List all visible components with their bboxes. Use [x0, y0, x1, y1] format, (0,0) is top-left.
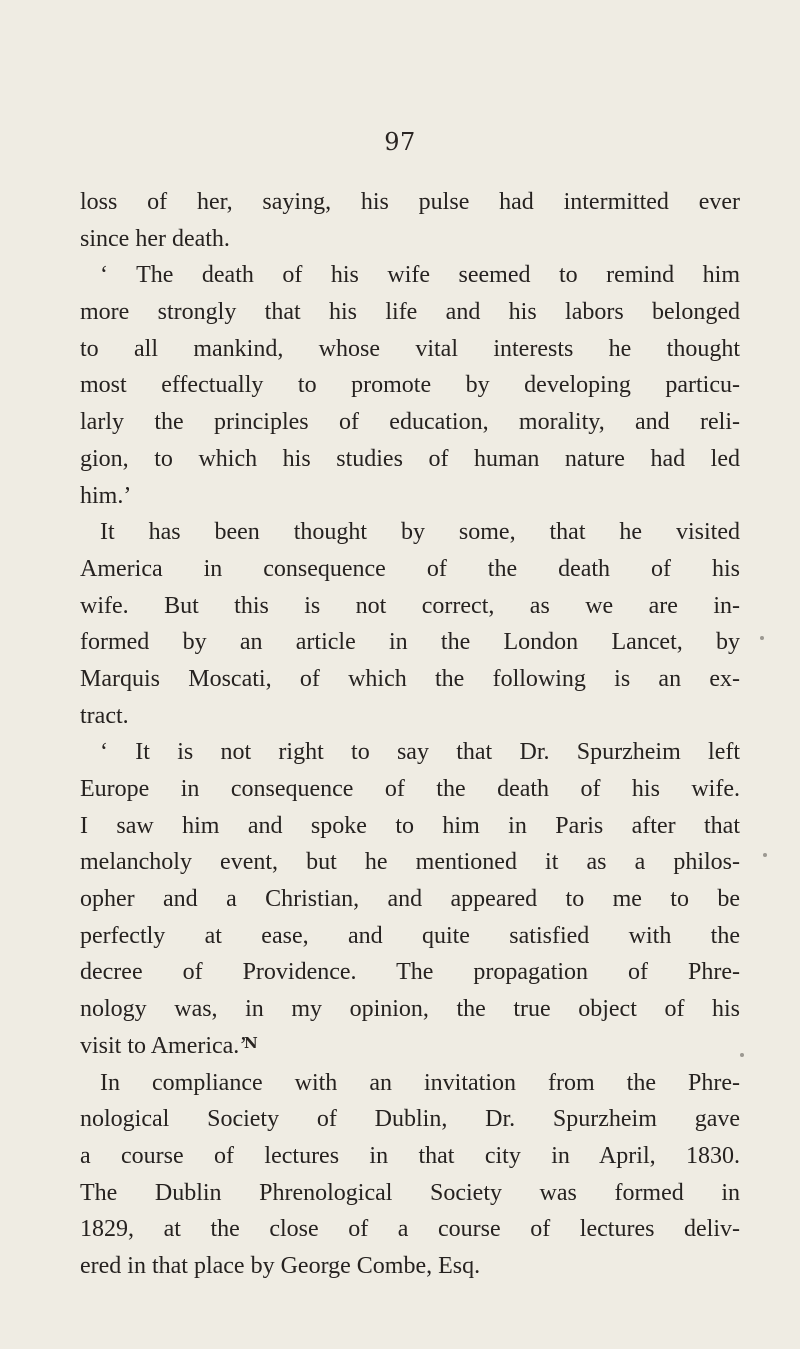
paper-speck [740, 1053, 744, 1057]
paper-speck [760, 636, 764, 640]
text-line: The Dublin Phrenological Society was formed in [80, 1179, 740, 1206]
text-line: most effectually to promote by developing particu- [80, 372, 740, 399]
text-line: visit to America.’ [80, 1032, 248, 1059]
text-line: formed by an article in the London Lancet, by [80, 629, 740, 656]
text-line: It has been thought by some, that he visited [100, 519, 740, 546]
text-line: I saw him and spoke to him in Paris after that [80, 812, 740, 839]
paper-speck [763, 853, 767, 857]
text-line: ‘ The death of his wife seemed to remind him [100, 262, 740, 289]
text-line: ‘ It is not right to say that Dr. Spurzheim left [100, 739, 740, 766]
text-line: melancholy event, but he mentioned it as a philos- [80, 849, 740, 876]
page-number: 97 [384, 128, 416, 156]
text-line: nology was, in my opinion, the true object of his [80, 996, 740, 1023]
text-line: 1829, at the close of a course of lectures deliv- [80, 1216, 740, 1243]
text-line: Marquis Moscati, of which the following is an ex- [80, 665, 740, 692]
text-line: tract. [80, 702, 129, 729]
text-line: him.’ [80, 482, 132, 509]
text-line: Europe in consequence of the death of his wife. [80, 776, 740, 802]
signature-mark: N [244, 1034, 258, 1052]
text-line: In compliance with an invitation from the Phre- [100, 1069, 740, 1096]
text-line: larly the principles of education, morality, and reli- [80, 409, 740, 436]
text-line: a course of lectures in that city in April, 1830. [80, 1142, 740, 1169]
text-line: perfectly at ease, and quite satisfied with the [80, 922, 740, 949]
text-line: America in consequence of the death of his [80, 555, 740, 582]
body-text [80, 184, 740, 1285]
text-line: decree of Providence. The propagation of Phre- [80, 959, 740, 986]
text-line: opher and a Christian, and appeared to me to be [80, 886, 740, 913]
text-line: more strongly that his life and his labors belonged [80, 299, 740, 326]
text-line: loss of her, saying, his pulse had intermitted ever [80, 189, 740, 215]
text-line: to all mankind, whose vital interests he thought [80, 335, 740, 362]
text-line: gion, to which his studies of human nature had led [80, 445, 740, 472]
text-line: ered in that place by George Combe, Esq. [80, 1252, 481, 1279]
text-line: wife. But this is not correct, as we are in- [80, 592, 740, 619]
text-line: nological Society of Dublin, Dr. Spurzheim gave [80, 1106, 740, 1133]
text-line: since her death. [80, 225, 230, 252]
